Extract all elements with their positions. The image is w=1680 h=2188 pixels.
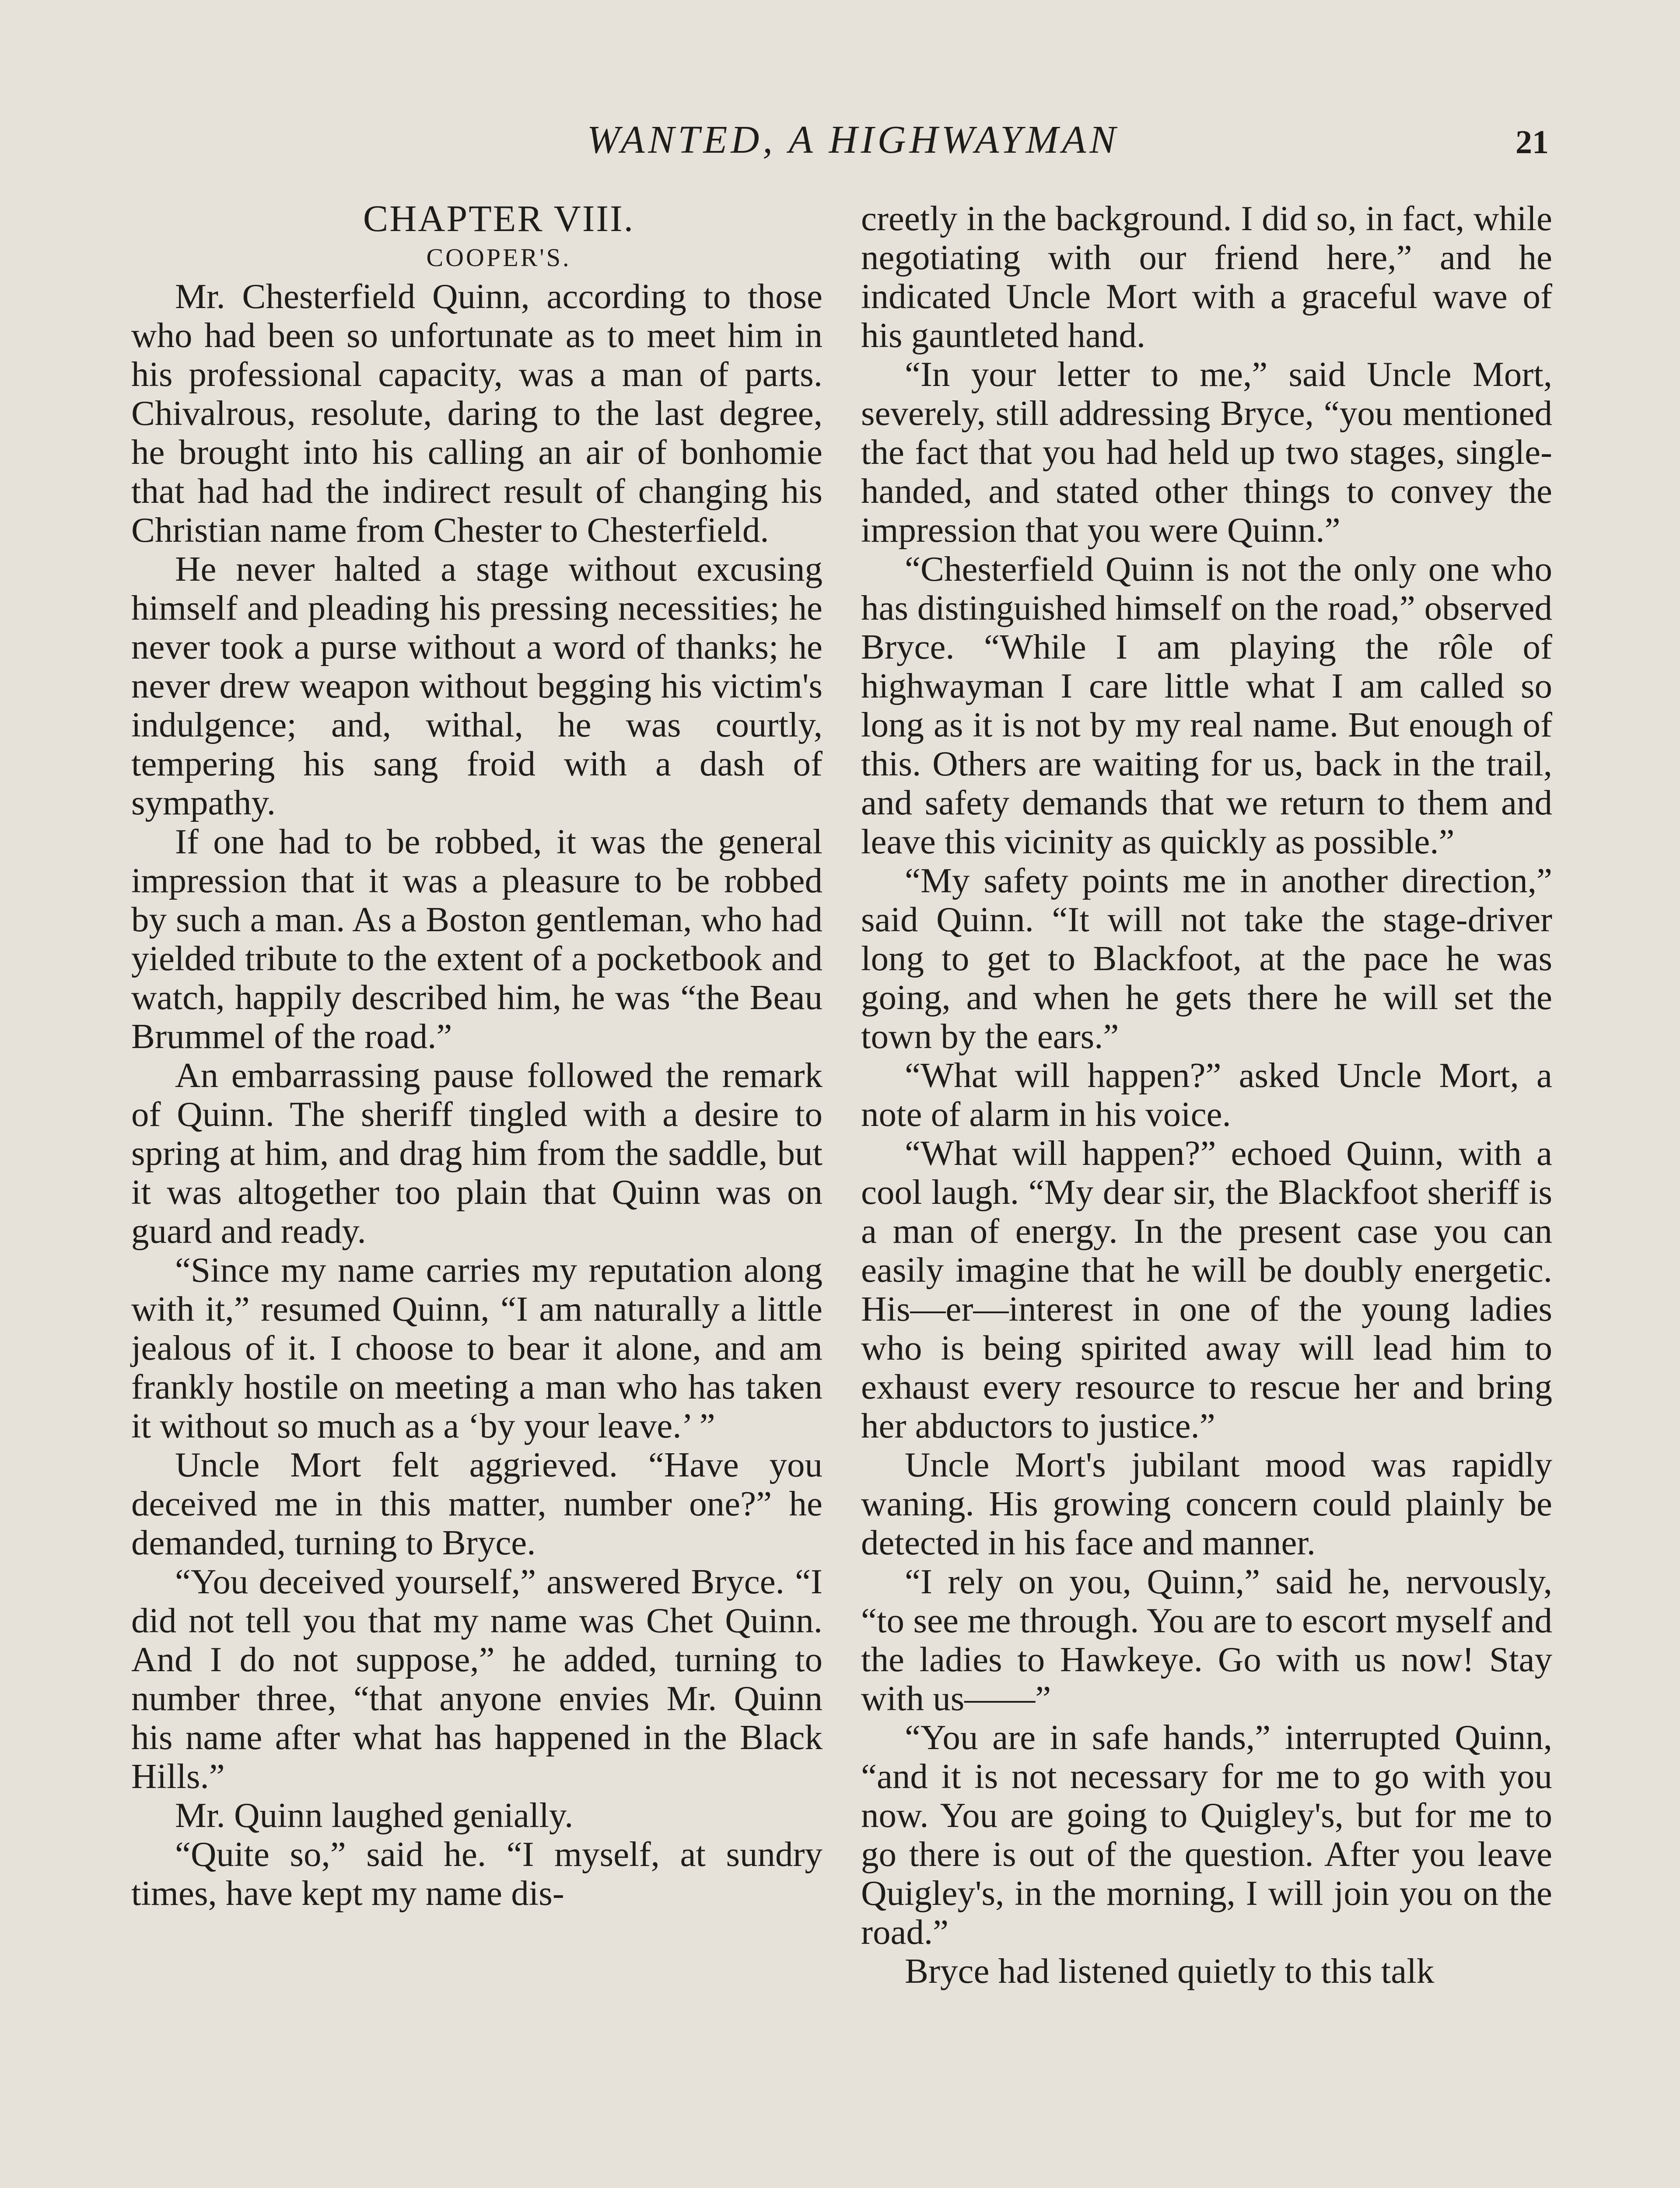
right-column (861, 199, 1552, 1991)
paragraph: “I rely on you, Quinn,” said he, nervously, “to see me through. You are to escort myself and the ladies to Hawkeye. Go with us now! Stay with us——” (861, 1562, 1552, 1718)
paragraph-continuation: creetly in the background. I did so, in fact, while negotiating with our friend here,” and he indicated Uncle Mort with a graceful wave of his gauntleted hand. (861, 199, 1552, 355)
paragraph: “You deceived yourself,” answered Bryce. “I did not tell you that my name was Chet Quinn. And I do not suppose,” he added, turning to number three, “that anyone envies Mr. Quinn his name after what has happened in the Black Hills.” (131, 1562, 822, 1796)
chapter-title: CHAPTER VIII. (363, 197, 635, 239)
page-number: 21 (1516, 124, 1549, 161)
paragraph: Uncle Mort's jubilant mood was rapidly waning. His growing concern could plainly be detected in his face and manner. (861, 1445, 1552, 1562)
paragraph: “What will happen?” asked Uncle Mort, a note of alarm in his voice. (861, 1055, 1552, 1134)
paragraph: “In your letter to me,” said Uncle Mort, severely, still addressing Bryce, “you mentioned the fact that you had held up two stages, single-handed, and stated other things to convey the impression that you were Quinn.” (861, 354, 1552, 550)
paragraph: Uncle Mort felt aggrieved. “Have you deceived me in this matter, number one?” he demanded, turning to Bryce. (131, 1445, 822, 1562)
paragraph: “My safety points me in another direction,” said Quinn. “It will not take the stage-driver long to get to Blackfoot, at the pace he was going, and when he gets there he will set the town by the ears.” (861, 861, 1552, 1056)
paragraph: “Quite so,” said he. “I myself, at sundry times, have kept my name dis- (131, 1834, 822, 1913)
paragraph: “You are in safe hands,” interrupted Quinn, “and it is not necessary for me to go with you now. You are going to Quigley's, but for me to go there is out of the question. After you leave Quigley's, in the morning, I will join you on the road.” (861, 1718, 1552, 1952)
paragraph: Bryce had listened quietly to this talk (905, 1951, 1435, 1991)
running-title: WANTED, A HIGHWAYMAN (587, 118, 1120, 161)
paragraph: “What will happen?” echoed Quinn, with a cool laugh. “My dear sir, the Blackfoot sheriff is a man of energy. In the present case you can easily imagine that he will be doubly energetic. His—er—interest in one of the young ladies who is being spirited away will lead him to exhaust every resource to rescue her and bring her abductors to justice.” (861, 1133, 1552, 1445)
paragraph: “Chesterfield Quinn is not the only one who has distinguished himself on the road,” observed Bryce. “While I am playing the rôle of highwayman I care little what I am called so long as it is not by my real name. But enough of this. Others are waiting for us, back in the trail, and safety demands that we return to them and leave this vicinity as quickly as possible.” (861, 549, 1552, 861)
paragraph: An embarrassing pause followed the remark of Quinn. The sheriff tingled with a desire to spring at him, and drag him from the saddle, but it was altogether too plain that Quinn was on guard and ready. (131, 1055, 822, 1251)
left-column (131, 199, 822, 1913)
chapter-subtitle: COOPER'S. (426, 243, 571, 272)
paragraph: He never halted a stage without excusing himself and pleading his pressing necessities; he never took a purse without a word of thanks; he never drew weapon without begging his victim's indulgence; and, withal, he was courtly, tempering his sang froid with a dash of sympathy. (131, 549, 822, 822)
paragraph: Mr. Quinn laughed genially. (175, 1795, 574, 1835)
paragraph: “Since my name carries my reputation along with it,” resumed Quinn, “I am naturally a little jealous of it. I choose to bear it alone, and am frankly hostile on meeting a man who has taken it without so much as a ‘by your leave.’ ” (131, 1250, 822, 1445)
paragraph: Mr. Chesterfield Quinn, according to those who had been so unfortunate as to meet him in his professional capacity, was a man of parts. Chivalrous, resolute, daring to the last degree, he brought into his calling an air of bonhomie that had had the indirect result of changing his Christian name from Chester to Chesterfield. (131, 277, 822, 550)
paragraph: If one had to be robbed, it was the general impression that it was a pleasure to be robbed by such a man. As a Boston gentleman, who had yielded tribute to the extent of a pocketbook and watch, happily described him, he was “the Beau Brummel of the road.” (131, 822, 822, 1056)
